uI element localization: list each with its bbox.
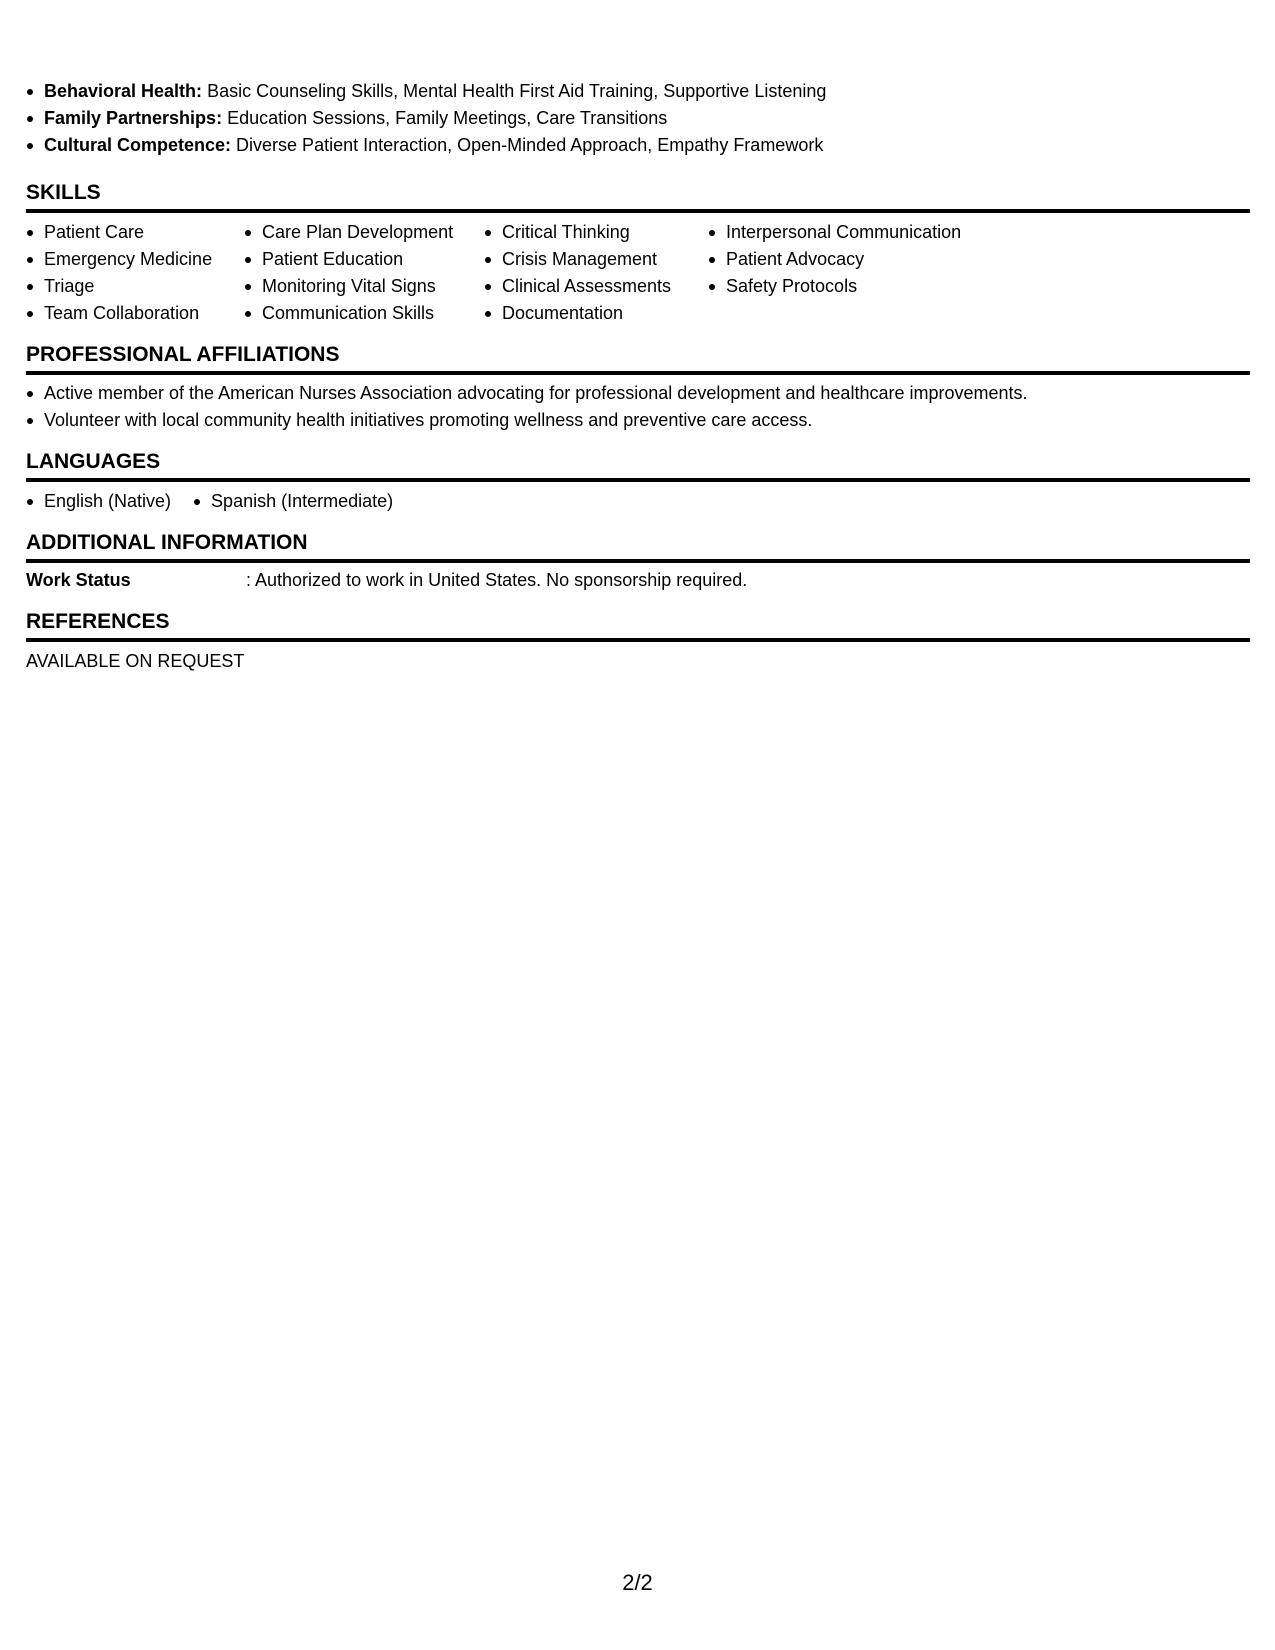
references-text: AVAILABLE ON REQUEST — [26, 651, 245, 671]
skills-column — [244, 219, 484, 327]
skill-item: Triage — [26, 273, 244, 300]
highlight-text: Basic Counseling Skills, Mental Health First Aid Training, Supportive Listening — [207, 81, 827, 101]
skills-column — [26, 219, 244, 327]
section-title-additional-info: ADDITIONAL INFORMATION — [26, 529, 1250, 563]
skill-item: Patient Care — [26, 219, 244, 246]
page-number: 2/2 — [622, 1570, 653, 1595]
highlight-item — [26, 105, 1250, 132]
highlight-text: Diverse Patient Interaction, Open-Minded Approach, Empathy Framework — [236, 135, 824, 155]
references-section — [26, 608, 1250, 675]
skill-item: Clinical Assessments — [484, 273, 708, 300]
skill-item: Crisis Management — [484, 246, 708, 273]
resume-page — [26, 78, 1250, 675]
section-title-affiliations: PROFESSIONAL AFFILIATIONS — [26, 341, 1250, 375]
highlights-list — [26, 78, 1250, 159]
highlight-label: Behavioral Health: — [44, 81, 203, 101]
affiliation-item: Active member of the American Nurses Association advocating for professional development and healthcare improvements. — [26, 380, 1250, 407]
skill-item: Monitoring Vital Signs — [244, 273, 484, 300]
skill-item: Patient Advocacy — [708, 246, 1008, 273]
skills-grid — [26, 219, 1250, 327]
skill-item: Critical Thinking — [484, 219, 708, 246]
languages-section — [26, 448, 1250, 515]
affiliations-list — [26, 380, 1250, 434]
skill-item: Communication Skills — [244, 300, 484, 327]
skill-item: Safety Protocols — [708, 273, 1008, 300]
section-title-languages: LANGUAGES — [26, 448, 1250, 482]
highlight-label: Family Partnerships: — [44, 108, 223, 128]
skill-item: Emergency Medicine — [26, 246, 244, 273]
work-status-value: : Authorized to work in United States. No sponsorship required. — [246, 570, 748, 590]
section-title-references: REFERENCES — [26, 608, 1250, 642]
additional-info-section — [26, 529, 1250, 594]
skills-column — [708, 219, 1008, 327]
highlight-text: Education Sessions, Family Meetings, Care Transitions — [227, 108, 668, 128]
skill-item: Patient Education — [244, 246, 484, 273]
highlight-item — [26, 132, 1250, 159]
languages-list — [26, 488, 1250, 515]
skills-column — [484, 219, 708, 327]
skill-item: Care Plan Development — [244, 219, 484, 246]
skills-section — [26, 179, 1250, 327]
highlight-item — [26, 78, 1250, 105]
language-item: Spanish (Intermediate) — [193, 488, 393, 515]
skill-item: Team Collaboration — [26, 300, 244, 327]
section-title-skills: SKILLS — [26, 179, 1250, 213]
affiliations-section — [26, 341, 1250, 434]
work-status-label: Work Status — [26, 570, 131, 590]
affiliation-item: Volunteer with local community health initiatives promoting wellness and preventive care access. — [26, 407, 1250, 434]
work-status-row — [26, 567, 1250, 594]
language-item: English (Native) — [26, 488, 171, 515]
highlight-label: Cultural Competence: — [44, 135, 232, 155]
skill-item: Interpersonal Communication — [708, 219, 1008, 246]
skill-item: Documentation — [484, 300, 708, 327]
